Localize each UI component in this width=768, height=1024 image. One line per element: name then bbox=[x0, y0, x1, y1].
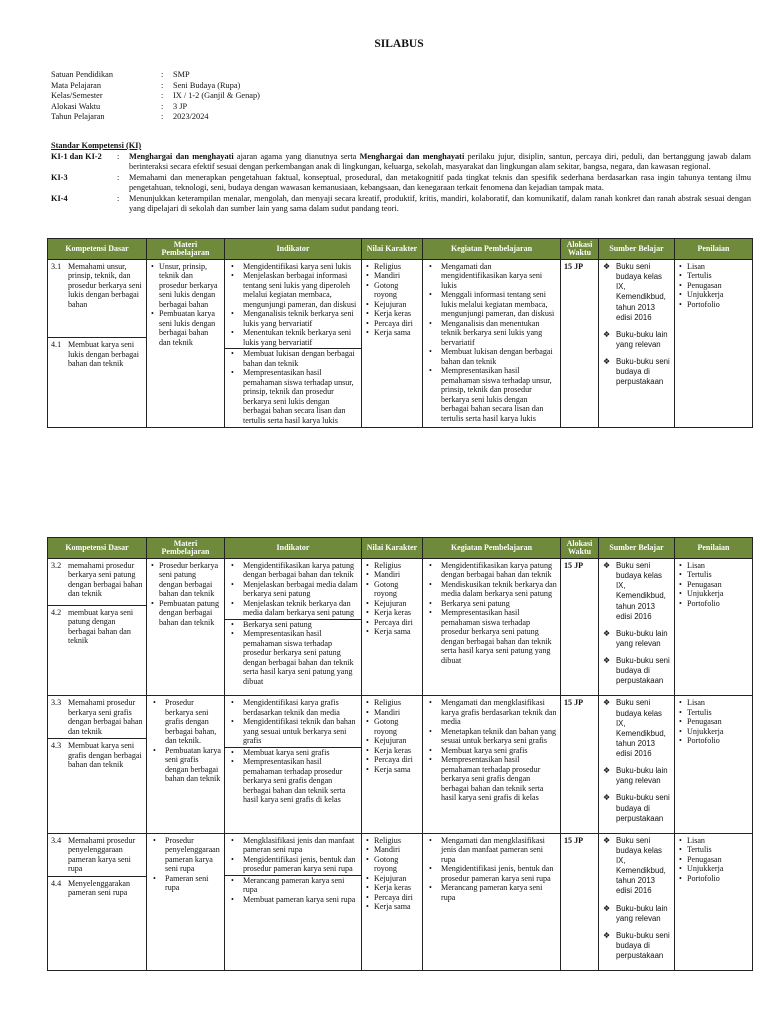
list-item: • Kerja sama bbox=[365, 902, 419, 911]
list-item: • Mandiri bbox=[365, 708, 419, 717]
nilai-karakter-cell bbox=[362, 559, 423, 696]
list-item: • Menjelaskan berbagai informasi tentang seni lukis yang diperoleh melalui kegiatan membaca, mengunjungi pameran, dan diskusi bbox=[228, 271, 358, 309]
column-header: Indikator bbox=[225, 538, 362, 559]
syllabus-table bbox=[47, 238, 753, 428]
list-item: • Lisan bbox=[678, 561, 749, 570]
list-item: ❖ Buku seni budaya kelas IX, Kemendikbud, tahun 2013 edisi 2016 bbox=[602, 262, 671, 323]
kompetensi-dasar-cell bbox=[48, 833, 147, 970]
indikator-cell bbox=[225, 559, 362, 696]
list-item: • Tertulis bbox=[678, 570, 749, 579]
list-item: • Religius bbox=[365, 698, 419, 707]
kegiatan-cell bbox=[423, 696, 561, 833]
materi-list bbox=[150, 698, 221, 783]
alokasi-waktu-cell: 15 JP bbox=[561, 833, 599, 970]
list-item: • Membuat lukisan dengan berbagai bahan dan teknik bbox=[426, 347, 557, 366]
sumber-list bbox=[602, 836, 671, 961]
kegiatan-cell bbox=[423, 833, 561, 970]
list-item: ❖ Buku-buku seni budaya di perpustakaan bbox=[602, 357, 671, 387]
meta-key: Tahun Pelajaran bbox=[51, 112, 105, 122]
kd-item bbox=[48, 605, 146, 648]
sumber-list bbox=[602, 262, 671, 387]
list-item: • Mempresentasikan hasil pemahaman siswa terhadap unsur, prinsip, teknik dan prosedur berkarya seni lukis dengan berbagai bahan secara lisan dan tertulis serta hasil karya lukis bbox=[426, 366, 557, 423]
nilai-list bbox=[365, 262, 419, 338]
column-header: Nilai Karakter bbox=[362, 239, 423, 260]
meta-row: Tahun Pelajaran : 2023/2024 bbox=[51, 112, 260, 123]
kegiatan-list bbox=[426, 836, 557, 902]
meta-key: Satuan Pendidikan bbox=[51, 70, 113, 79]
column-header: Alokasi Waktu bbox=[561, 538, 599, 559]
sumber-list bbox=[602, 698, 671, 823]
penilaian-cell bbox=[675, 833, 753, 970]
list-item: • Percaya diri bbox=[365, 319, 419, 328]
column-header: Indikator bbox=[225, 239, 362, 260]
alokasi-waktu-cell: 15 JP bbox=[561, 260, 599, 428]
sumber-belajar-cell bbox=[599, 260, 675, 428]
syllabus-table bbox=[47, 537, 753, 971]
column-header: Materi Pembelajaran bbox=[147, 538, 225, 559]
penilaian-cell bbox=[675, 696, 753, 833]
meta-value: IX / 1-2 (Ganjil & Genap) bbox=[173, 91, 260, 101]
list-item: • Unsur, prinsip, teknik dan prosedur berkarya seni lukis dengan berbagai bahan bbox=[150, 262, 221, 309]
ki-text: Menunjukkan keterampilan menalar, mengolah, dan menyaji secara kreatif, produktif, kritis, mandiri, kolaboratif, dan komunikatif, dalam ranah konkret dan ranah abstrak sesuai dengan yang dipelajari di sekolah dan sumber lain yang sama dalam sudut pandang teori. bbox=[129, 193, 751, 213]
list-item: • Kejujuran bbox=[365, 874, 419, 883]
kd-item bbox=[48, 337, 146, 370]
list-item: • Prosedur berkarya seni grafis dengan berbagai bahan, dan teknik. bbox=[150, 698, 221, 745]
list-item: • Penugasan bbox=[678, 717, 749, 726]
penilaian-list bbox=[678, 698, 749, 745]
list-item: • Unjukkerja bbox=[678, 290, 749, 299]
kd-text: memahami prosedur berkarya seni patung dengan berbagai bahan dan teknik bbox=[68, 561, 143, 599]
kd-text: Membuat karya seni grafis dengan berbagai bahan dan teknik bbox=[68, 741, 142, 770]
list-item: • Penugasan bbox=[678, 580, 749, 589]
indikator-list bbox=[228, 836, 358, 874]
list-item: • Tertulis bbox=[678, 708, 749, 717]
materi-cell bbox=[147, 833, 225, 970]
list-item: • Kerja sama bbox=[365, 765, 419, 774]
page-title: SILABUS bbox=[374, 38, 424, 50]
kd-number: 4.4 bbox=[51, 878, 62, 888]
kd-text: Memahami unsur, prinsip, teknik, dan prosedur berkarya seni lukis dengan berbagai bahan bbox=[68, 262, 142, 309]
kegiatan-list bbox=[426, 561, 557, 665]
column-header: Penilaian bbox=[675, 538, 753, 559]
ki-label: KI-4 bbox=[51, 193, 68, 203]
table-header-row bbox=[48, 538, 753, 559]
list-item: • Merancang pameran karya seni rupa bbox=[426, 883, 557, 902]
kd-item bbox=[48, 738, 146, 771]
list-item: • Mengamati dan mengidentifikasikan karya seni lukis bbox=[426, 262, 557, 290]
meta-value: 3 JP bbox=[173, 101, 188, 111]
list-item: • Mempresentasikan hasil pemahaman siswa terhadap prosedur berkarya seni patung dengan berbagai bahan dan teknik serta hasil karya seni patung yang dibuat bbox=[426, 608, 557, 665]
list-item: • Kerja keras bbox=[365, 608, 419, 617]
list-item: • Kejujuran bbox=[365, 300, 419, 309]
list-item: • Prosedur berkarya seni patung dengan berbagai bahan dan teknik bbox=[150, 561, 221, 599]
list-item: • Pameran seni rupa bbox=[150, 874, 221, 893]
list-item: • Mengidentifikasi jenis, bentuk dan prosedur pameran karya seni rupa bbox=[426, 864, 557, 883]
list-item: • Tertulis bbox=[678, 845, 749, 854]
list-item: • Membuat pameran karya seni rupa bbox=[228, 895, 358, 904]
list-item: • Mempresentasikan hasil pemahaman terhadap prosedur berkarya seni grafis dengan berbagai bahan dan teknik serta hasil karya seni grafis di kelas bbox=[426, 755, 557, 802]
materi-list bbox=[150, 262, 221, 347]
list-item: • Mengamati dan mengklasifikasi karya grafis berdasarkan teknik dan media bbox=[426, 698, 557, 726]
list-item: ❖ Buku-buku lain yang relevan bbox=[602, 904, 671, 924]
kompetensi-dasar-cell bbox=[48, 559, 147, 696]
list-item: • Gotong royong bbox=[365, 717, 419, 736]
list-item: • Kerja keras bbox=[365, 746, 419, 755]
ki-heading: Standar Kompetensi (KI) bbox=[51, 141, 142, 150]
list-item: • Religius bbox=[365, 836, 419, 845]
column-header: Alokasi Waktu bbox=[561, 239, 599, 260]
list-item: • Mengidentifikasikan karya patung dengan berbagai bahan dan teknik bbox=[228, 561, 358, 580]
penilaian-list bbox=[678, 836, 749, 883]
meta-key: Kelas/Semester bbox=[51, 91, 103, 101]
list-item: ❖ Buku seni budaya kelas IX, Kemendikbud, tahun 2013 edisi 2016 bbox=[602, 836, 671, 897]
table-header-row bbox=[48, 239, 753, 260]
kd-number: 3.3 bbox=[51, 698, 62, 708]
list-item: • Mengidentifikasikan karya patung dengan berbagai bahan dan teknik bbox=[426, 561, 557, 580]
materi-cell bbox=[147, 696, 225, 833]
column-header: Kompetensi Dasar bbox=[48, 239, 147, 260]
materi-list bbox=[150, 561, 221, 627]
ki-label: KI-1 dan KI-2 bbox=[51, 151, 102, 161]
list-item: • Merancang pameran karya seni rupa bbox=[228, 876, 358, 895]
list-item: • Menjelaskan teknik berkarya dan media dalam berkarya seni patung bbox=[228, 599, 358, 618]
list-item: • Unjukkerja bbox=[678, 864, 749, 873]
list-item: • Mandiri bbox=[365, 845, 419, 854]
list-item: • Berkarya seni patung bbox=[228, 620, 358, 629]
list-item: • Mandiri bbox=[365, 570, 419, 579]
list-item: • Percaya diri bbox=[365, 618, 419, 627]
kd-text: Memahami prosedur penyelenggaraan pameran karya seni rupa bbox=[68, 835, 136, 874]
kd-item bbox=[48, 876, 146, 900]
list-item: • Mengamati dan mengklasifikasi jenis dan manfaat pameran seni rupa bbox=[426, 836, 557, 864]
list-item: • Kerja sama bbox=[365, 328, 419, 337]
kd-item bbox=[48, 559, 146, 601]
nilai-karakter-cell bbox=[362, 833, 423, 970]
indikator-list bbox=[228, 698, 358, 745]
sumber-belajar-cell bbox=[599, 696, 675, 833]
standar-kompetensi bbox=[51, 141, 751, 215]
ki-label: KI-3 bbox=[51, 172, 68, 182]
ki-item: KI-4 : Menunjukkan keterampilan menalar, mengolah, dan menyaji secara kreatif, produktif, kritis, mandiri, kolaboratif, dan komunikatif, dalam ranah konkret dan ranah abstrak sesuai dengan yang dipelajari di sekolah dan sumber lain yang sama dalam sudut pandang teori. bbox=[51, 193, 751, 213]
list-item: • Pembuatan patung dengan berbagai bahan dan teknik bbox=[150, 599, 221, 627]
kompetensi-dasar-cell bbox=[48, 260, 147, 428]
kegiatan-cell bbox=[423, 559, 561, 696]
indikator-cell bbox=[225, 260, 362, 428]
column-header: Kompetensi Dasar bbox=[48, 538, 147, 559]
list-item: • Menganalisis dan menentukan teknik berkarya seni lukis yang bervariatif bbox=[426, 319, 557, 347]
list-item: ❖ Buku-buku lain yang relevan bbox=[602, 629, 671, 649]
nilai-karakter-cell bbox=[362, 696, 423, 833]
list-item: • Lisan bbox=[678, 262, 749, 271]
indikator-cell bbox=[225, 696, 362, 833]
kd-number: 3.1 bbox=[51, 262, 62, 271]
list-item: • Membuat lukisan dengan berbagai bahan dan teknik bbox=[228, 349, 358, 368]
list-item: • Gotong royong bbox=[365, 855, 419, 874]
indikator-list bbox=[228, 561, 358, 618]
meta-key: Mata Pelajaran bbox=[51, 80, 101, 90]
list-item: • Portofolio bbox=[678, 300, 749, 309]
list-item: • Portofolio bbox=[678, 874, 749, 883]
penilaian-cell bbox=[675, 260, 753, 428]
kd-item bbox=[48, 696, 146, 738]
list-item: ❖ Buku seni budaya kelas IX, Kemendikbud, tahun 2013 edisi 2016 bbox=[602, 698, 671, 759]
meta-row: Mata Pelajaran : Seni Budaya (Rupa) bbox=[51, 81, 260, 92]
nilai-list bbox=[365, 698, 419, 774]
penilaian-list bbox=[678, 262, 749, 309]
column-header: Sumber Belajar bbox=[599, 538, 675, 559]
kd-item bbox=[48, 260, 146, 311]
ki-item: KI-3 : Memahami dan menerapkan pengetahuan faktual, konseptual, prosedural, dan metakognitif pada tingkat teknis dan spesifik sederhana berdasarkan rasa ingin tahunya tentang ilmu pengetahuan, teknologi, seni, budaya dengan wawasan kemanusiaan, kebangsaan, dan kenegaraan terkait fenomena dan kejadian tampak mata. bbox=[51, 172, 751, 192]
list-item: • Mendiskusikan teknik berkarya dan media dalam berkarya seni patung bbox=[426, 580, 557, 599]
alokasi-waktu-cell: 15 JP bbox=[561, 696, 599, 833]
list-item: • Mandiri bbox=[365, 271, 419, 280]
kd-number: 4.2 bbox=[51, 607, 62, 617]
nilai-list bbox=[365, 561, 419, 637]
list-item: ❖ Buku-buku lain yang relevan bbox=[602, 766, 671, 786]
kd-text: Membuat karya seni lukis dengan berbagai bahan dan teknik bbox=[68, 340, 140, 369]
table-row bbox=[48, 696, 753, 833]
nilai-karakter-cell bbox=[362, 260, 423, 428]
list-item: ❖ Buku-buku seni budaya di perpustakaan bbox=[602, 793, 671, 823]
list-item: • Pembuatan karya seni lukis dengan berbagai bahan dan teknik bbox=[150, 309, 221, 347]
list-item: ❖ Buku-buku seni budaya di perpustakaan bbox=[602, 931, 671, 961]
kegiatan-list bbox=[426, 262, 557, 423]
kd-number: 3.4 bbox=[51, 835, 62, 845]
list-item: • Unjukkerja bbox=[678, 589, 749, 598]
meta-row: Satuan Pendidikan : SMP bbox=[51, 70, 260, 81]
list-item: • Mempresentasikan hasil pemahaman terhadap prosedur berkarya seni grafis dengan berbagai bahan dan teknik serta hasil karya seni grafis di kelas bbox=[228, 757, 358, 804]
column-header: Kegiatan Pembelajaran bbox=[423, 538, 561, 559]
kompetensi-dasar-cell bbox=[48, 696, 147, 833]
list-item: • Pembuatan karya seni grafis dengan berbagai bahan dan teknik bbox=[150, 746, 221, 784]
penilaian-list bbox=[678, 561, 749, 608]
list-item: • Religius bbox=[365, 262, 419, 271]
list-item: • Menjelaskan berbagai media dalam berkarya seni patung bbox=[228, 580, 358, 599]
list-item: • Lisan bbox=[678, 836, 749, 845]
indikator-list bbox=[228, 620, 358, 686]
meta-value: Seni Budaya (Rupa) bbox=[173, 80, 241, 90]
list-item: • Kerja keras bbox=[365, 883, 419, 892]
list-item: • Mempresentasikan hasil pemahaman siswa terhadap prosedur berkarya seni patung dengan berbagai bahan dan teknik serta hasil karya seni patung yang dibuat bbox=[228, 629, 358, 686]
sumber-belajar-cell bbox=[599, 833, 675, 970]
table-row bbox=[48, 559, 753, 696]
column-header: Materi Pembelajaran bbox=[147, 239, 225, 260]
kegiatan-list bbox=[426, 698, 557, 802]
meta-row: Alokasi Waktu : 3 JP bbox=[51, 102, 260, 113]
kegiatan-cell bbox=[423, 260, 561, 428]
list-item: • Mengklasifikasi jenis dan manfaat pameran seni rupa bbox=[228, 836, 358, 855]
identity-table bbox=[51, 70, 260, 123]
list-item: • Membuat karya seni grafis bbox=[228, 748, 358, 757]
list-item: • Unjukkerja bbox=[678, 727, 749, 736]
indikator-list bbox=[228, 349, 358, 425]
list-item: • Percaya diri bbox=[365, 893, 419, 902]
kd-text: Menyelenggarakan pameran seni rupa bbox=[68, 878, 131, 898]
materi-cell bbox=[147, 260, 225, 428]
list-item: ❖ Buku-buku seni budaya di perpustakaan bbox=[602, 656, 671, 686]
list-item: • Menganalisis teknik berkarya seni lukis yang bervariatif bbox=[228, 309, 358, 328]
list-item: • Religius bbox=[365, 561, 419, 570]
nilai-list bbox=[365, 836, 419, 912]
list-item: • Menetapkan teknik dan bahan yang sesuai untuk berkarya seni grafis bbox=[426, 727, 557, 746]
list-item: • Gotong royong bbox=[365, 580, 419, 599]
indikator-list bbox=[228, 748, 358, 805]
alokasi-waktu-cell: 15 JP bbox=[561, 559, 599, 696]
list-item: • Menggali informasi tentang seni lukis melalui kegiatan membaca, mengunjungi pameran, dan diskusi bbox=[426, 290, 557, 318]
meta-key: Alokasi Waktu bbox=[51, 101, 101, 111]
list-item: • Membuat karya seni grafis bbox=[426, 746, 557, 755]
kd-number: 4.3 bbox=[51, 741, 62, 751]
list-item: • Kerja keras bbox=[365, 309, 419, 318]
list-item: • Tertulis bbox=[678, 271, 749, 280]
list-item: • Mempresentasikan hasil pemahaman siswa terhadap unsur, prinsip, teknik dan prosedur berkarya seni lukis dengan berbagai bahan secara lisan dan tertulis serta hasil karya lukis bbox=[228, 368, 358, 425]
list-item: • Kejujuran bbox=[365, 599, 419, 608]
kd-text: Memahami prosedur berkarya seni grafis dengan berbagai bahan dan teknik bbox=[68, 698, 143, 736]
ki-item: KI-1 dan KI-2 : Menghargai dan menghayati ajaran agama yang dianutnya serta Menghargai dan menghayati perilaku jujur, disiplin, santun, percaya diri, peduli, dan bertanggung jawab dalam berinteraksi secara efektif sesuai dengan perkembangan anak di lingkungan, keluarga, sekolah, masyarakat dan lingkungan alam sekitar, bangsa, negara, dan kawasan regional. bbox=[51, 151, 751, 171]
table-row bbox=[48, 260, 753, 428]
meta-value: SMP bbox=[173, 70, 190, 79]
list-item: • Mengidentifikasi karya seni lukis bbox=[228, 262, 358, 271]
sumber-belajar-cell bbox=[599, 559, 675, 696]
list-item: • Mengidentifikasi jenis, bentuk dan prosedur pameran karya seni rupa bbox=[228, 855, 358, 874]
kd-number: 3.2 bbox=[51, 561, 62, 570]
list-item: • Menentukan teknik berkarya seni lukis yang bervariatif bbox=[228, 328, 358, 347]
meta-row: Kelas/Semester : IX / 1-2 (Ganjil & Genap) bbox=[51, 91, 260, 101]
kd-number: 4.1 bbox=[51, 340, 62, 350]
list-item: • Kejujuran bbox=[365, 736, 419, 745]
list-item: ❖ Buku seni budaya kelas IX, Kemendikbud, tahun 2013 edisi 2016 bbox=[602, 561, 671, 622]
materi-list bbox=[150, 836, 221, 893]
column-header: Kegiatan Pembelajaran bbox=[423, 239, 561, 260]
list-item: • Prosedur penyelenggaraan pameran karya seni rupa bbox=[150, 836, 221, 874]
list-item: • Portofolio bbox=[678, 736, 749, 745]
kd-text: membuat karya seni patung dengan berbagai bahan dan teknik bbox=[68, 607, 134, 646]
list-item: • Berkarya seni patung bbox=[426, 599, 557, 608]
column-header: Sumber Belajar bbox=[599, 239, 675, 260]
column-header: Nilai Karakter bbox=[362, 538, 423, 559]
indikator-list bbox=[228, 876, 358, 904]
list-item: • Lisan bbox=[678, 698, 749, 707]
list-item: ❖ Buku-buku lain yang relevan bbox=[602, 330, 671, 350]
list-item: • Portofolio bbox=[678, 599, 749, 608]
list-item: • Percaya diri bbox=[365, 755, 419, 764]
list-item: • Kerja sama bbox=[365, 627, 419, 636]
sumber-list bbox=[602, 561, 671, 686]
indikator-cell bbox=[225, 833, 362, 970]
materi-cell bbox=[147, 559, 225, 696]
list-item: • Gotong royong bbox=[365, 281, 419, 300]
kd-item bbox=[48, 834, 146, 876]
column-header: Penilaian bbox=[675, 239, 753, 260]
table-row bbox=[48, 833, 753, 970]
ki-text: Memahami dan menerapkan pengetahuan faktual, konseptual, prosedural, dan metakognitif pada tingkat teknis dan spesifik sederhana berdasarkan rasa ingin tahunya tentang ilmu pengetahuan, teknologi, seni, budaya dengan wawasan kemanusiaan, kebangsaan, dan kenegaraan terkait fenomena dan kejadian tampak mata. bbox=[129, 172, 751, 192]
ki-text: Menghargai dan menghayati ajaran agama yang dianutnya serta Menghargai dan menghayati perilaku jujur, disiplin, santun, percaya diri, peduli, dan bertanggung jawab dalam berinteraksi secara efektif sesuai dengan perkembangan anak di lingkungan, keluarga, sekolah, masyarakat dan lingkungan alam sekitar, bangsa, negara, dan kawasan regional. bbox=[129, 151, 751, 171]
list-item: • Mengidentifikasi teknik dan bahan yang sesuai untuk berkarya seni grafis bbox=[228, 717, 358, 745]
penilaian-cell bbox=[675, 559, 753, 696]
list-item: • Mengidentifikasi karya grafis berdasarkan teknik dan media bbox=[228, 698, 358, 717]
meta-value: 2023/2024 bbox=[173, 112, 209, 122]
list-item: • Penugasan bbox=[678, 281, 749, 290]
indikator-list bbox=[228, 262, 358, 347]
list-item: • Penugasan bbox=[678, 855, 749, 864]
